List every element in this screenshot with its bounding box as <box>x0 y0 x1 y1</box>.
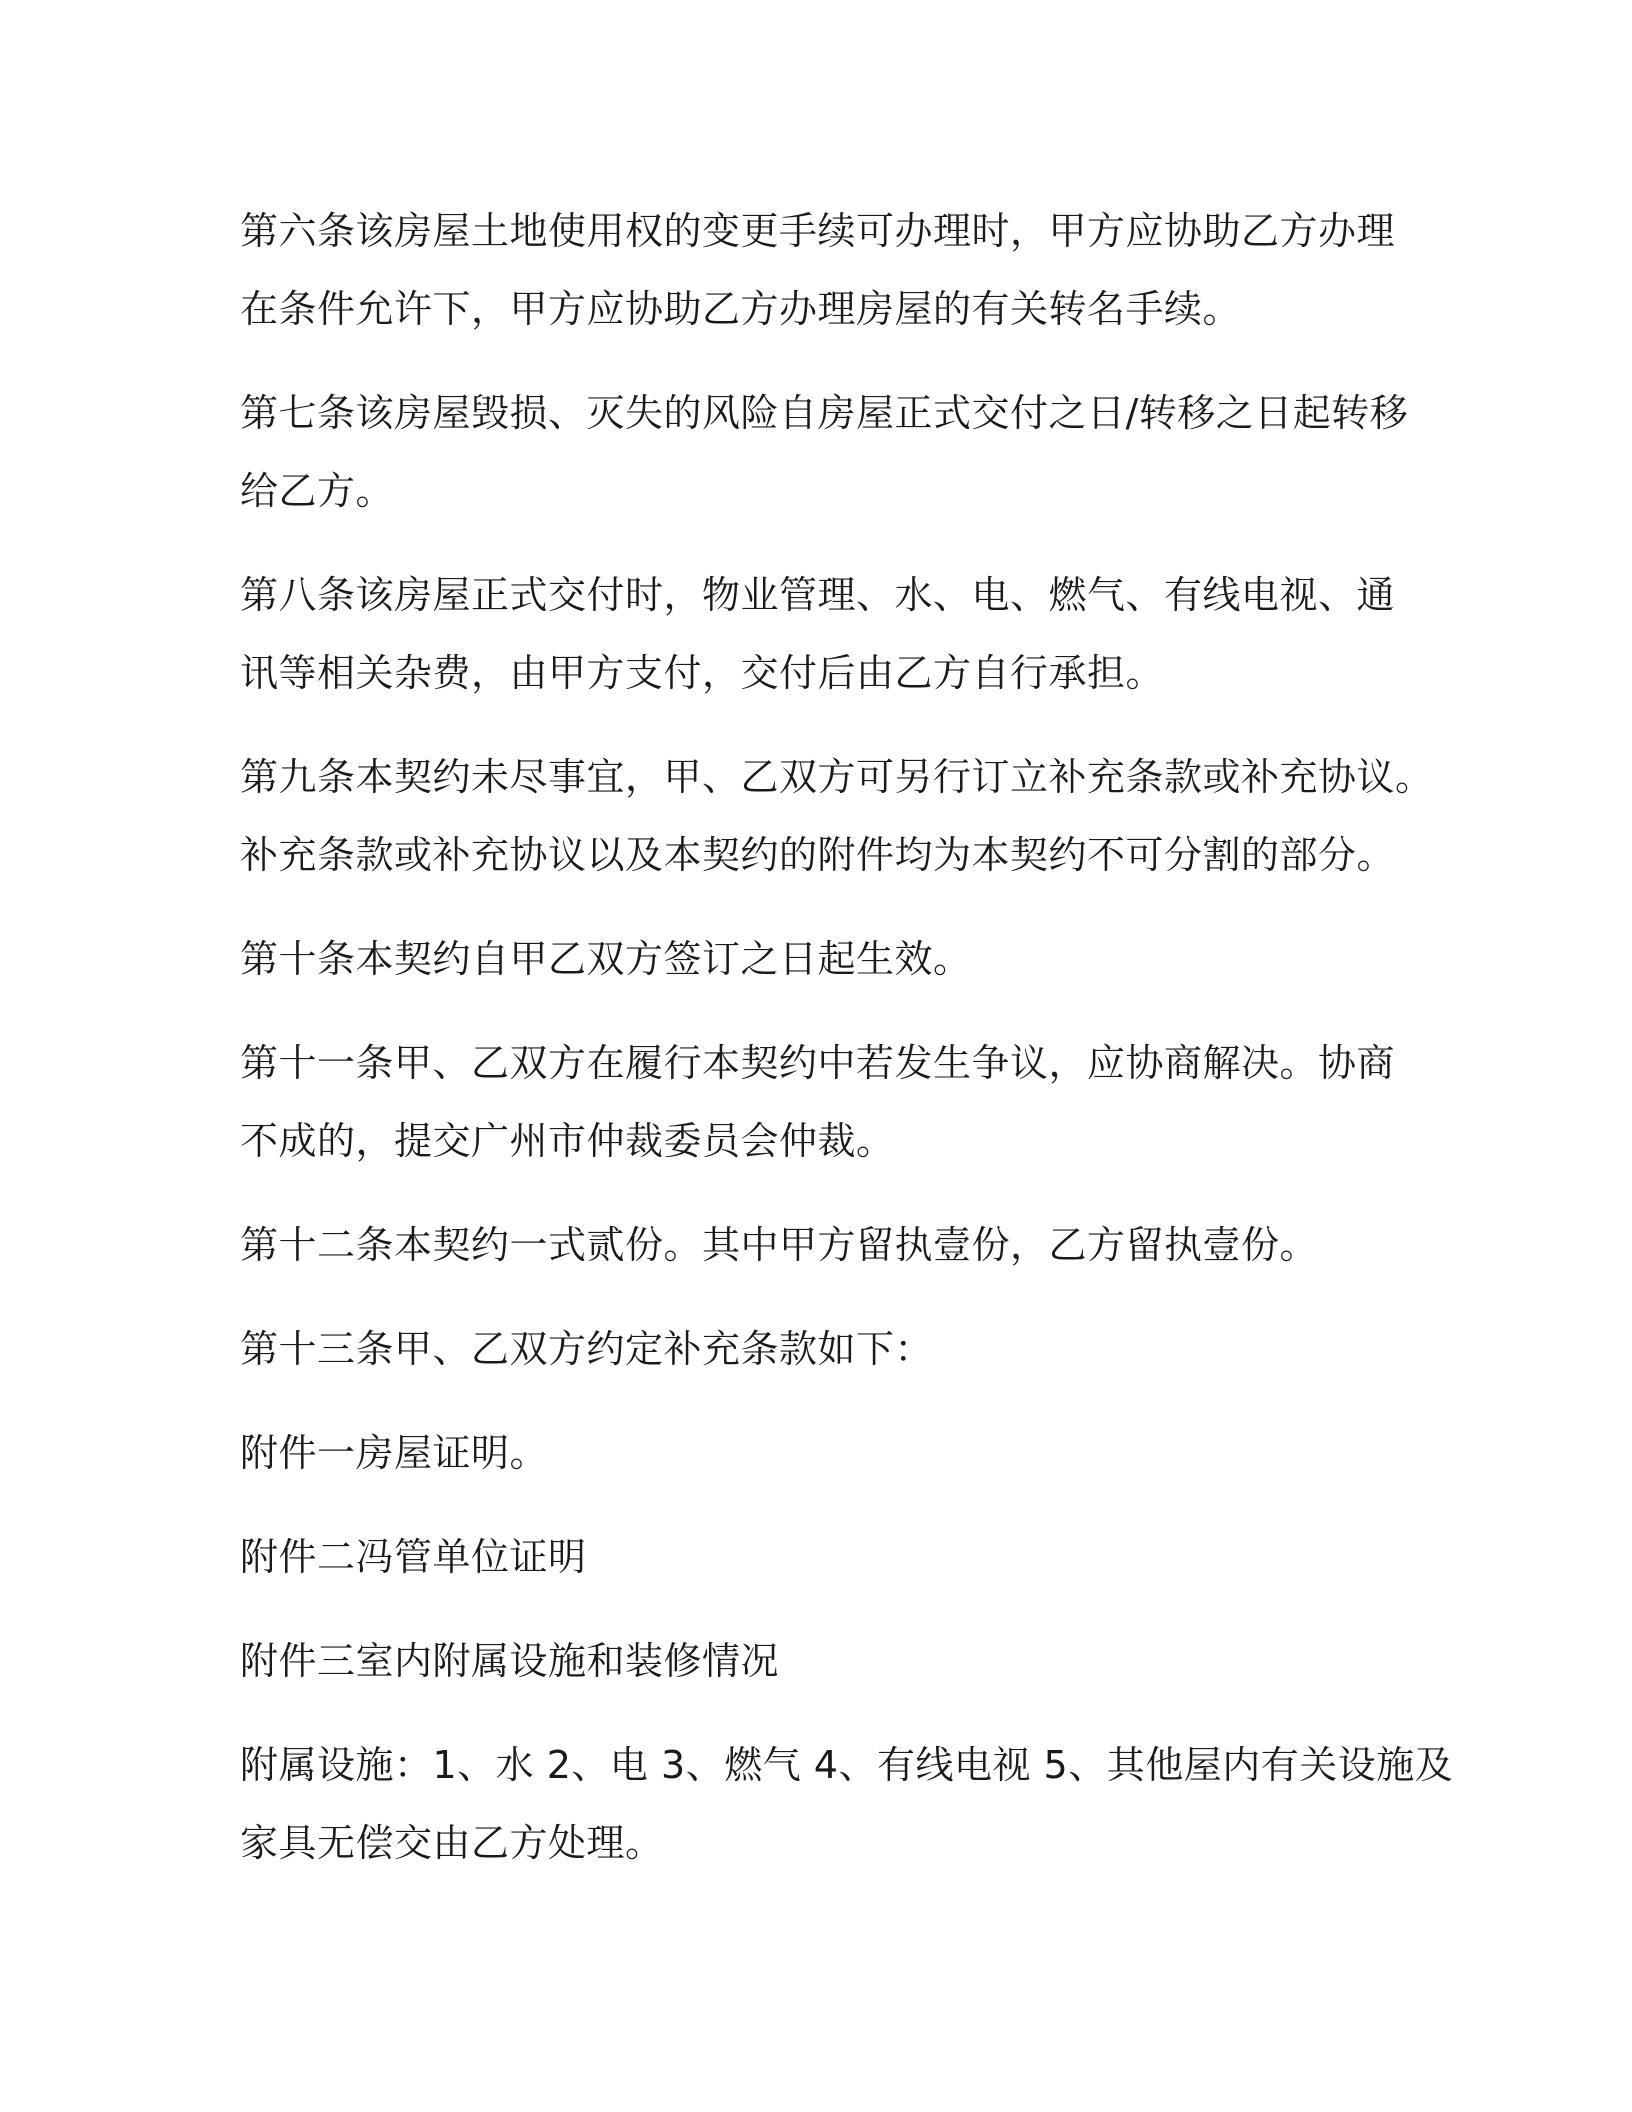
ancillary-facilities-line-2: 家具无偿交由乙方处理。 <box>240 1821 664 1865</box>
article-7 <box>240 374 1420 530</box>
article-13 <box>240 1310 1420 1388</box>
article-9-line-1: 第九条本契约未尽事宜，甲、乙双方可另行订立补充条款或补充协议。 <box>240 755 1434 799</box>
article-9-line-2: 补充条款或补充协议以及本契约的附件均为本契约不可分割的部分。 <box>240 833 1396 877</box>
article-11-line-1: 第十一条甲、乙双方在履行本契约中若发生争议，应协商解决。协商 <box>240 1041 1396 1085</box>
attachment-1-line-1: 附件一房屋证明。 <box>240 1431 549 1475</box>
ancillary-facilities-line-1: 附属设施：1、水 2、电 3、燃气 4、有线电视 5、其他屋内有关设施及 <box>240 1743 1454 1787</box>
article-9 <box>240 738 1434 894</box>
article-6 <box>240 192 1420 348</box>
ancillary-facilities <box>240 1726 1454 1882</box>
article-11 <box>240 1024 1420 1180</box>
attachment-2-line-1: 附件二冯管单位证明 <box>240 1535 587 1579</box>
article-10-line-1: 第十条本契约自甲乙双方签订之日起生效。 <box>240 937 972 981</box>
article-7-line-2: 给乙方。 <box>240 469 395 513</box>
article-6-line-2: 在条件允许下，甲方应协助乙方办理房屋的有关转名手续。 <box>240 287 1242 331</box>
article-8-line-1: 第八条该房屋正式交付时，物业管理、水、电、燃气、有线电视、通 <box>240 573 1396 617</box>
article-6-line-1: 第六条该房屋土地使用权的变更手续可办理时，甲方应协助乙方办理 <box>240 209 1396 253</box>
article-11-line-2: 不成的，提交广州市仲裁委员会仲裁。 <box>240 1119 895 1163</box>
article-12 <box>240 1206 1420 1284</box>
attachment-1 <box>240 1414 1420 1492</box>
article-10 <box>240 920 1420 998</box>
article-8-line-2: 讯等相关杂费，由甲方支付，交付后由乙方自行承担。 <box>240 651 1165 695</box>
article-12-line-1: 第十二条本契约一式贰份。其中甲方留执壹份，乙方留执壹份。 <box>240 1223 1319 1267</box>
attachment-3 <box>240 1622 1420 1700</box>
article-8 <box>240 556 1420 712</box>
attachment-3-line-1: 附件三室内附属设施和装修情况 <box>240 1639 780 1683</box>
article-7-line-1: 第七条该房屋毁损、灭失的风险自房屋正式交付之日/转移之日起转移 <box>240 391 1409 435</box>
document-body <box>240 192 1454 1908</box>
article-13-line-1: 第十三条甲、乙双方约定补充条款如下： <box>240 1327 934 1371</box>
attachment-2 <box>240 1518 1420 1596</box>
